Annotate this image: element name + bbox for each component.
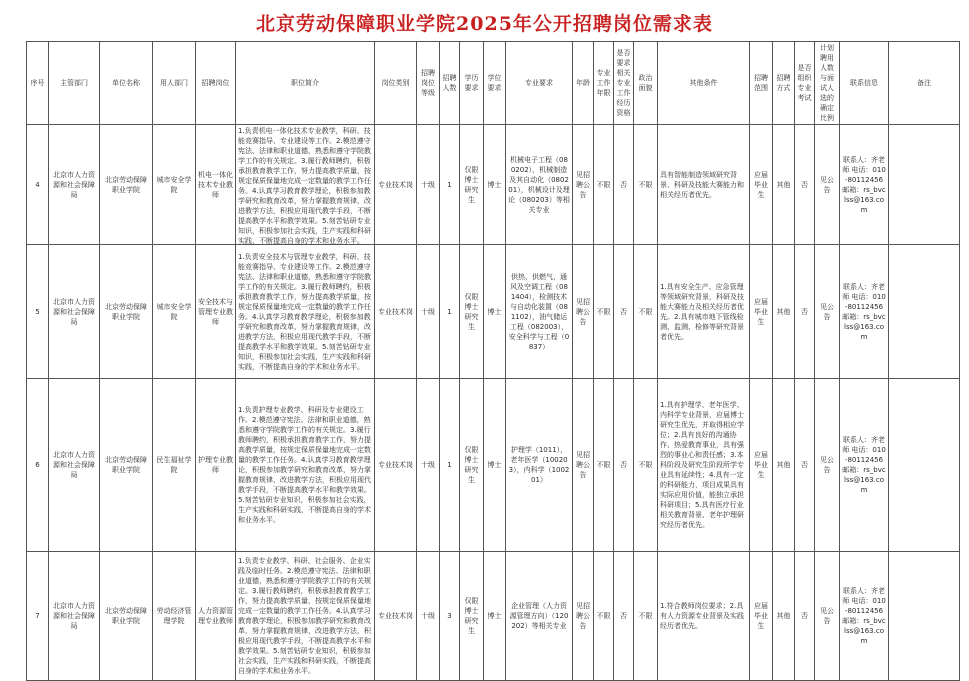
work-years: 不限 (594, 245, 614, 379)
major-req: 护理学（1011），老年医学（100203），内科学（100201） (506, 379, 573, 552)
header-cell: 招聘人数 (440, 42, 460, 125)
age-req: 见招聘公告 (573, 552, 594, 681)
post-name: 护理专业教师 (196, 379, 236, 552)
education-req: 仅限博士研究生 (460, 552, 484, 681)
interview-ratio: 见公告 (815, 379, 840, 552)
post-category: 专业技术岗 (375, 379, 417, 552)
recruitment-table (26, 41, 960, 681)
interview-ratio: 见公告 (815, 125, 840, 245)
recruit-method: 其他 (773, 125, 795, 245)
recruit-method: 其他 (773, 379, 795, 552)
row-number: 5 (27, 245, 49, 379)
other-conditions: 具有智能制造领域研究背景、科研及技能大赛能力和相关经历者优先。 (660, 170, 744, 199)
contact-info: 联系人：齐老师 电话：010-80112456 邮箱：rs_bvclss@163.com (840, 125, 889, 245)
recruit-scope: 应届毕业生 (750, 379, 773, 552)
work-years: 不限 (594, 552, 614, 681)
exam-required: 否 (795, 125, 815, 245)
education-req: 仅限博士研究生 (460, 245, 484, 379)
table-header-row (27, 42, 960, 125)
header-cell: 备注 (889, 42, 960, 125)
age-req: 见招聘公告 (573, 379, 594, 552)
exam-required: 否 (795, 552, 815, 681)
work-years: 不限 (594, 379, 614, 552)
post-name: 安全技术与管理专业教师 (196, 245, 236, 379)
job-intro: 1.负责专业教学、科研、社会服务、企业实践及临时任务。2.模范遵守宪法、法律和职业道德，熟悉和遵守学院教学工作的有关规定。3.履行教师聘约，积极承担教育教学工作，努力提高教学质量，按规定保质保量地完成一定数量的教学工作任务。4.认真学习教育教学理论，积极参加教学研究和教育改革，努力掌握教育规律，改进教学方法，积极应用现代教学手段，不断提高教学水平和教学效果。5.刻苦钻研专业知识，积极参加社会实践，生产实践和科研实践，不断提高自身的学术和业务水平。 (238, 557, 371, 675)
experience-req: 否 (614, 379, 634, 552)
contact-info: 联系人：齐老师 电话：010-80112456 邮箱：rs_bvclss@163.com (840, 245, 889, 379)
recruit-scope: 应届毕业生 (750, 245, 773, 379)
table-row (27, 125, 960, 245)
post-category: 专业技术岗 (375, 245, 417, 379)
degree-req: 博士 (484, 125, 506, 245)
education-req: 仅限博士研究生 (460, 125, 484, 245)
header-cell: 年龄 (573, 42, 594, 125)
table-row (27, 552, 960, 681)
experience-req: 否 (614, 245, 634, 379)
major-req: 机械电子工程（080202），机械制造及其自动化（080201），机械设计及理论（080203）等相关专业 (506, 125, 573, 245)
post-category: 专业技术岗 (375, 552, 417, 681)
header-cell: 计划聘用人数与面试人选的确定比例 (815, 42, 840, 125)
recruit-method: 其他 (773, 552, 795, 681)
row-number: 4 (27, 125, 49, 245)
contact-info: 联系人：齐老师 电话：010-80112456 邮箱：rs_bvclss@163.com (840, 552, 889, 681)
header-cell: 招聘范围 (750, 42, 773, 125)
post-name: 人力资源管理专业教师 (196, 552, 236, 681)
unit-name: 北京劳动保障职业学院 (100, 552, 153, 681)
header-cell: 职位简介 (236, 42, 375, 125)
header-cell: 用人部门 (153, 42, 196, 125)
age-req: 见招聘公告 (573, 245, 594, 379)
experience-req: 否 (614, 552, 634, 681)
degree-req: 博士 (484, 379, 506, 552)
header-cell: 政治面貌 (634, 42, 658, 125)
supervising-dept: 北京市人力资源和社会保障局 (49, 125, 100, 245)
education-req: 仅限博士研究生 (460, 379, 484, 552)
header-cell: 其他条件 (658, 42, 750, 125)
recruit-method: 其他 (773, 245, 795, 379)
major-req: 企业管理（人力资源管理方向）（120202）等相关专业 (506, 552, 573, 681)
job-intro: 1.负责安全技术与管理专业教学，科研、技能竞赛指导、专业建设等工作。2.模范遵守宪法、法律和职业道德，熟悉和遵守学院教学工作的有关规定。3.履行教师聘约，积极承担教育教学工作，努力提高教学质量，按规定保质保量地完成一定数量的教学工作任务。4.认真学习教育教学理论，积极参加教学研究和教育改革，努力掌握教育规律，改进教学方法，积极应用现代教学手段，不断提高教学水平和教学效果。5.刻苦钻研专业知识，积极参加社会实践，生产实践和科研实践，不断提高自身的学术和业务水平。 (238, 252, 371, 371)
header-cell: 是否组织专业考试 (795, 42, 815, 125)
header-cell: 招聘岗位 (196, 42, 236, 125)
header-cell: 学历要求 (460, 42, 484, 125)
exam-required: 否 (795, 245, 815, 379)
remarks (889, 125, 960, 245)
remarks (889, 379, 960, 552)
political-status: 不限 (634, 245, 658, 379)
other-conditions: 1.具有护理学、老年医学、内科学专业背景，应届博士研究生优先，并取得相应学位；2.具有良好的沟通协作、热爱教育事业，具有强烈的事业心和责任感；3.本科阶段及研究生阶段所学专业具有延续性；4.具有一定的科研能力，项目成果具有实际应用价值，能独立承担科研项目；5.具有医疗行业相关教育背景、老年护理研究经历者优先。 (660, 401, 744, 529)
major-req: 供热、供燃气、通风及空调工程（081404），检测技术与自动化装置（081102），油气储运工程（082003），安全科学与工程（0837） (506, 245, 573, 379)
header-cell: 主管部门 (49, 42, 100, 125)
hiring-dept: 城市安全学院 (153, 245, 196, 379)
header-cell: 招聘岗位等级 (417, 42, 440, 125)
post-name: 机电一体化技术专业教师 (196, 125, 236, 245)
header-cell: 招聘方式 (773, 42, 795, 125)
supervising-dept: 北京市人力资源和社会保障局 (49, 379, 100, 552)
recruit-scope: 应届毕业生 (750, 552, 773, 681)
other-conditions: 1.符合教师岗位要求；2.具有人力资源专业背景及实践经历者优先。 (660, 602, 744, 630)
header-cell: 岗位类别 (375, 42, 417, 125)
interview-ratio: 见公告 (815, 245, 840, 379)
work-years: 不限 (594, 125, 614, 245)
degree-req: 博士 (484, 245, 506, 379)
political-status: 不限 (634, 125, 658, 245)
supervising-dept: 北京市人力资源和社会保障局 (49, 245, 100, 379)
interview-ratio: 见公告 (815, 552, 840, 681)
post-category: 专业技术岗 (375, 125, 417, 245)
header-cell: 学位要求 (484, 42, 506, 125)
header-cell: 专业工作年限 (594, 42, 614, 125)
political-status: 不限 (634, 552, 658, 681)
recruit-scope: 应届毕业生 (750, 125, 773, 245)
post-level: 十级 (417, 552, 440, 681)
remarks (889, 552, 960, 681)
job-intro: 1.负责护理专业教学、科研及专业建设工作。2.模范遵守宪法、法律和职业道德，熟悉和遵守学院教学工作的有关规定。3.履行教师聘约，积极承担教育教学工作，努力提高教学质量，按规定保质保量地完成一定数量的教学工作任务。4.认真学习教育教学理论，积极参加教学研究和教育改革，努力掌握教育规律，改进教学方法，积极应用现代教学手段，不断提高教学水平和教学效果。5.刻苦钻研专业知识，积极参加社会实践，生产实践和科研实践，不断提高自身的学术和业务水平。 (238, 406, 371, 524)
post-level: 十级 (417, 125, 440, 245)
supervising-dept: 北京市人力资源和社会保障局 (49, 552, 100, 681)
table-row (27, 245, 960, 379)
remarks (889, 245, 960, 379)
experience-req: 否 (614, 125, 634, 245)
row-number: 7 (27, 552, 49, 681)
header-cell: 专业要求 (506, 42, 573, 125)
hiring-dept: 城市安全学院 (153, 125, 196, 245)
degree-req: 博士 (484, 552, 506, 681)
post-level: 十级 (417, 245, 440, 379)
exam-required: 否 (795, 379, 815, 552)
table-row (27, 379, 960, 552)
page-title: 北京劳动保障职业学院2025年公开招聘岗位需求表 (256, 13, 713, 35)
hire-count: 1 (440, 125, 460, 245)
hire-count: 1 (440, 245, 460, 379)
header-cell: 单位名称 (100, 42, 153, 125)
other-conditions: 1.具有安全生产、应急管理等领域研究背景，科研及技能大赛能力及相关经历者优先。2.具有城市地下管线检测、监测、检修等研究背景者优先。 (660, 282, 744, 341)
contact-info: 联系人：齐老师 电话：010-80112456 邮箱：rs_bvclss@163.com (840, 379, 889, 552)
header-cell: 联系信息 (840, 42, 889, 125)
unit-name: 北京劳动保障职业学院 (100, 125, 153, 245)
post-level: 十级 (417, 379, 440, 552)
job-intro: 1.负责机电一体化技术专业教学，科研、技能竞赛指导、专业建设等工作。2.模范遵守宪法、法律和职业道德，熟悉和遵守学院教学工作的有关规定。3.履行教师聘约，积极承担教育教学工作，努力提高教学质量，按规定保质保量地完成一定数量的教学工作任务。4.认真学习教育教学理论，积极参加教学研究和教育改革，努力掌握教育规律，改进教学方法，积极应用现代教学手段，不断提高教学水平和教学效果。5.刻苦钻研专业知识，积极参加社会实践，生产实践和科研实践，不断提高自身的学术和业务水平。 (238, 127, 371, 245)
unit-name: 北京劳动保障职业学院 (100, 379, 153, 552)
hire-count: 3 (440, 552, 460, 681)
hiring-dept: 劳动经济管理学院 (153, 552, 196, 681)
hire-count: 1 (440, 379, 460, 552)
header-cell: 序号 (27, 42, 49, 125)
political-status: 不限 (634, 379, 658, 552)
unit-name: 北京劳动保障职业学院 (100, 245, 153, 379)
row-number: 6 (27, 379, 49, 552)
hiring-dept: 民生福祉学院 (153, 379, 196, 552)
age-req: 见招聘公告 (573, 125, 594, 245)
header-cell: 是否要求相关专业工作经历资格 (614, 42, 634, 125)
